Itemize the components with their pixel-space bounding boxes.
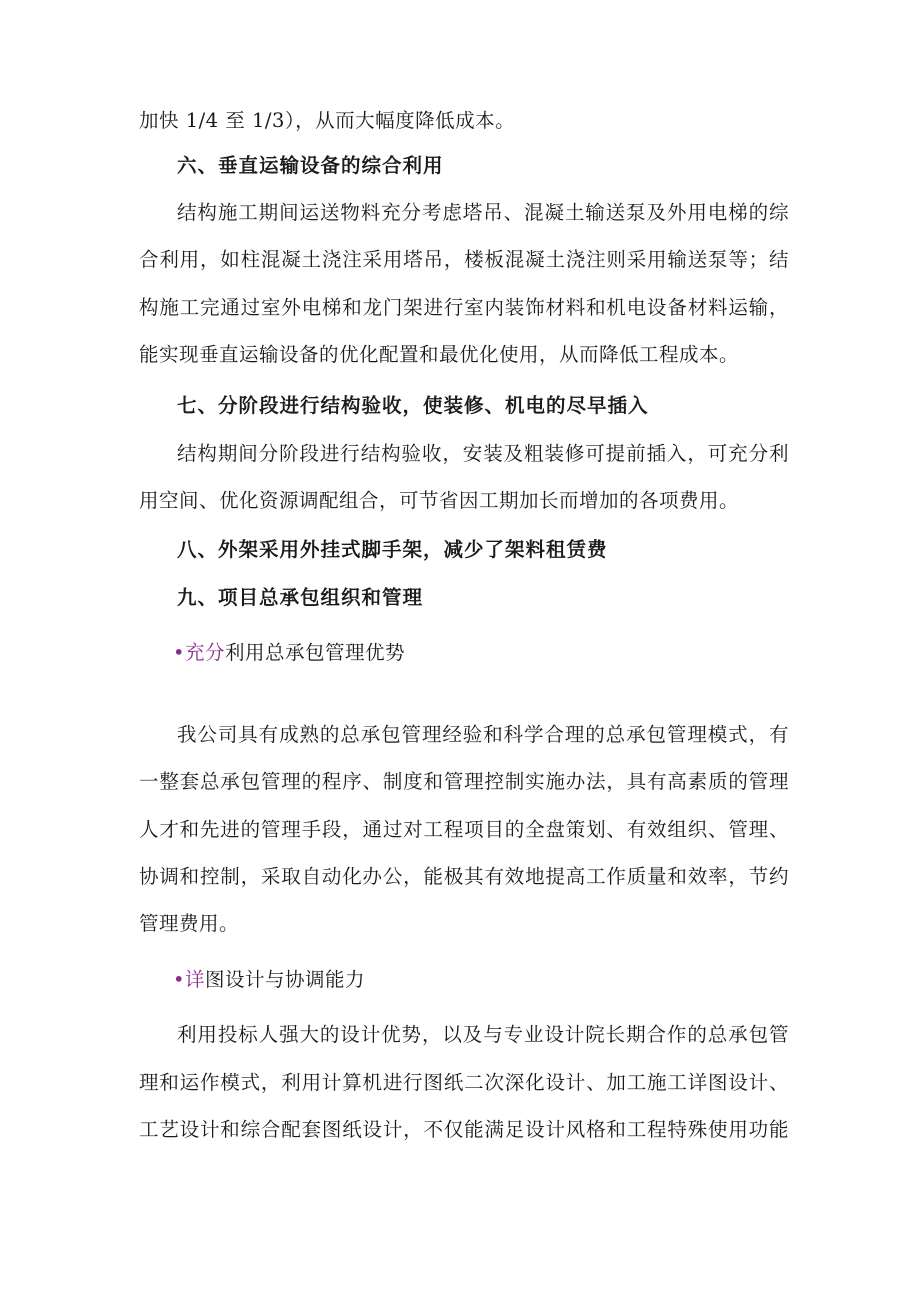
paragraph-line: 结构施工期间运送物料充分考虑塔吊、混凝土输送泵及外用电梯的综: [177, 201, 789, 224]
bullet-text: 图设计与协调能力: [205, 968, 366, 991]
bullet-item-general-contracting: [173, 639, 405, 667]
paragraph-line: 一整套总承包管理的程序、制度和管理控制实施办法，具有高素质的管理: [139, 770, 789, 793]
section-heading-9: 九、项目总承包组织和管理: [177, 586, 424, 609]
paragraph-line: 工艺设计和综合配套图纸设计，不仅能满足设计风格和工程特殊使用功能: [139, 1118, 789, 1141]
section-heading-7: 七、分阶段进行结构验收，使装修、机电的尽早插入: [177, 394, 649, 417]
section-heading-8: 八、外架采用外挂式脚手架，减少了架料租赁费: [177, 538, 608, 561]
section-heading-6: 六、垂直运输设备的综合利用: [177, 154, 444, 177]
paragraph-line: 用空间、优化资源调配组合，可节省因工期加长而增加的各项费用。: [139, 489, 740, 512]
bullet-marker: •: [173, 968, 186, 991]
paragraph-line: 管理费用。: [139, 912, 240, 935]
paragraph-line: 结构期间分阶段进行结构验收，安装及粗装修可提前插入，可充分利: [177, 442, 789, 465]
paragraph-line: 加快 1/4 至 1/3），从而大幅度降低成本。: [139, 109, 516, 132]
paragraph-line: 利用投标人强大的设计优势，以及与专业设计院长期合作的总承包管: [177, 1023, 789, 1046]
bullet-marker: •: [173, 641, 186, 664]
paragraph-line: 合利用，如柱混凝土浇注采用塔吊，楼板混凝土浇注则采用输送泵等；结: [139, 248, 789, 271]
paragraph-line: 我公司具有成熟的总承包管理经验和科学合理的总承包管理模式，有: [177, 723, 789, 746]
paragraph-line: 理和运作模式，利用计算机进行图纸二次深化设计、加工施工详图设计、: [139, 1071, 789, 1094]
paragraph-line: 人才和先进的管理手段，通过对工程项目的全盘策划、有效组织、管理、: [139, 818, 789, 841]
bullet-text: 利用总承包管理优势: [225, 641, 406, 664]
paragraph-line: 协调和控制，采取自动化办公，能极其有效地提高工作质量和效率，节约: [139, 865, 789, 888]
bullet-accent-text: 充分: [185, 641, 226, 664]
paragraph-line: 构施工完通过室外电梯和龙门架进行室内装饰材料和机电设备材料运输，: [139, 296, 789, 319]
bullet-accent-text: 详: [185, 968, 206, 991]
bullet-item-detail-design: [173, 966, 365, 994]
paragraph-line: 能实现垂直运输设备的优化配置和最优化使用，从而降低工程成本。: [139, 343, 740, 366]
